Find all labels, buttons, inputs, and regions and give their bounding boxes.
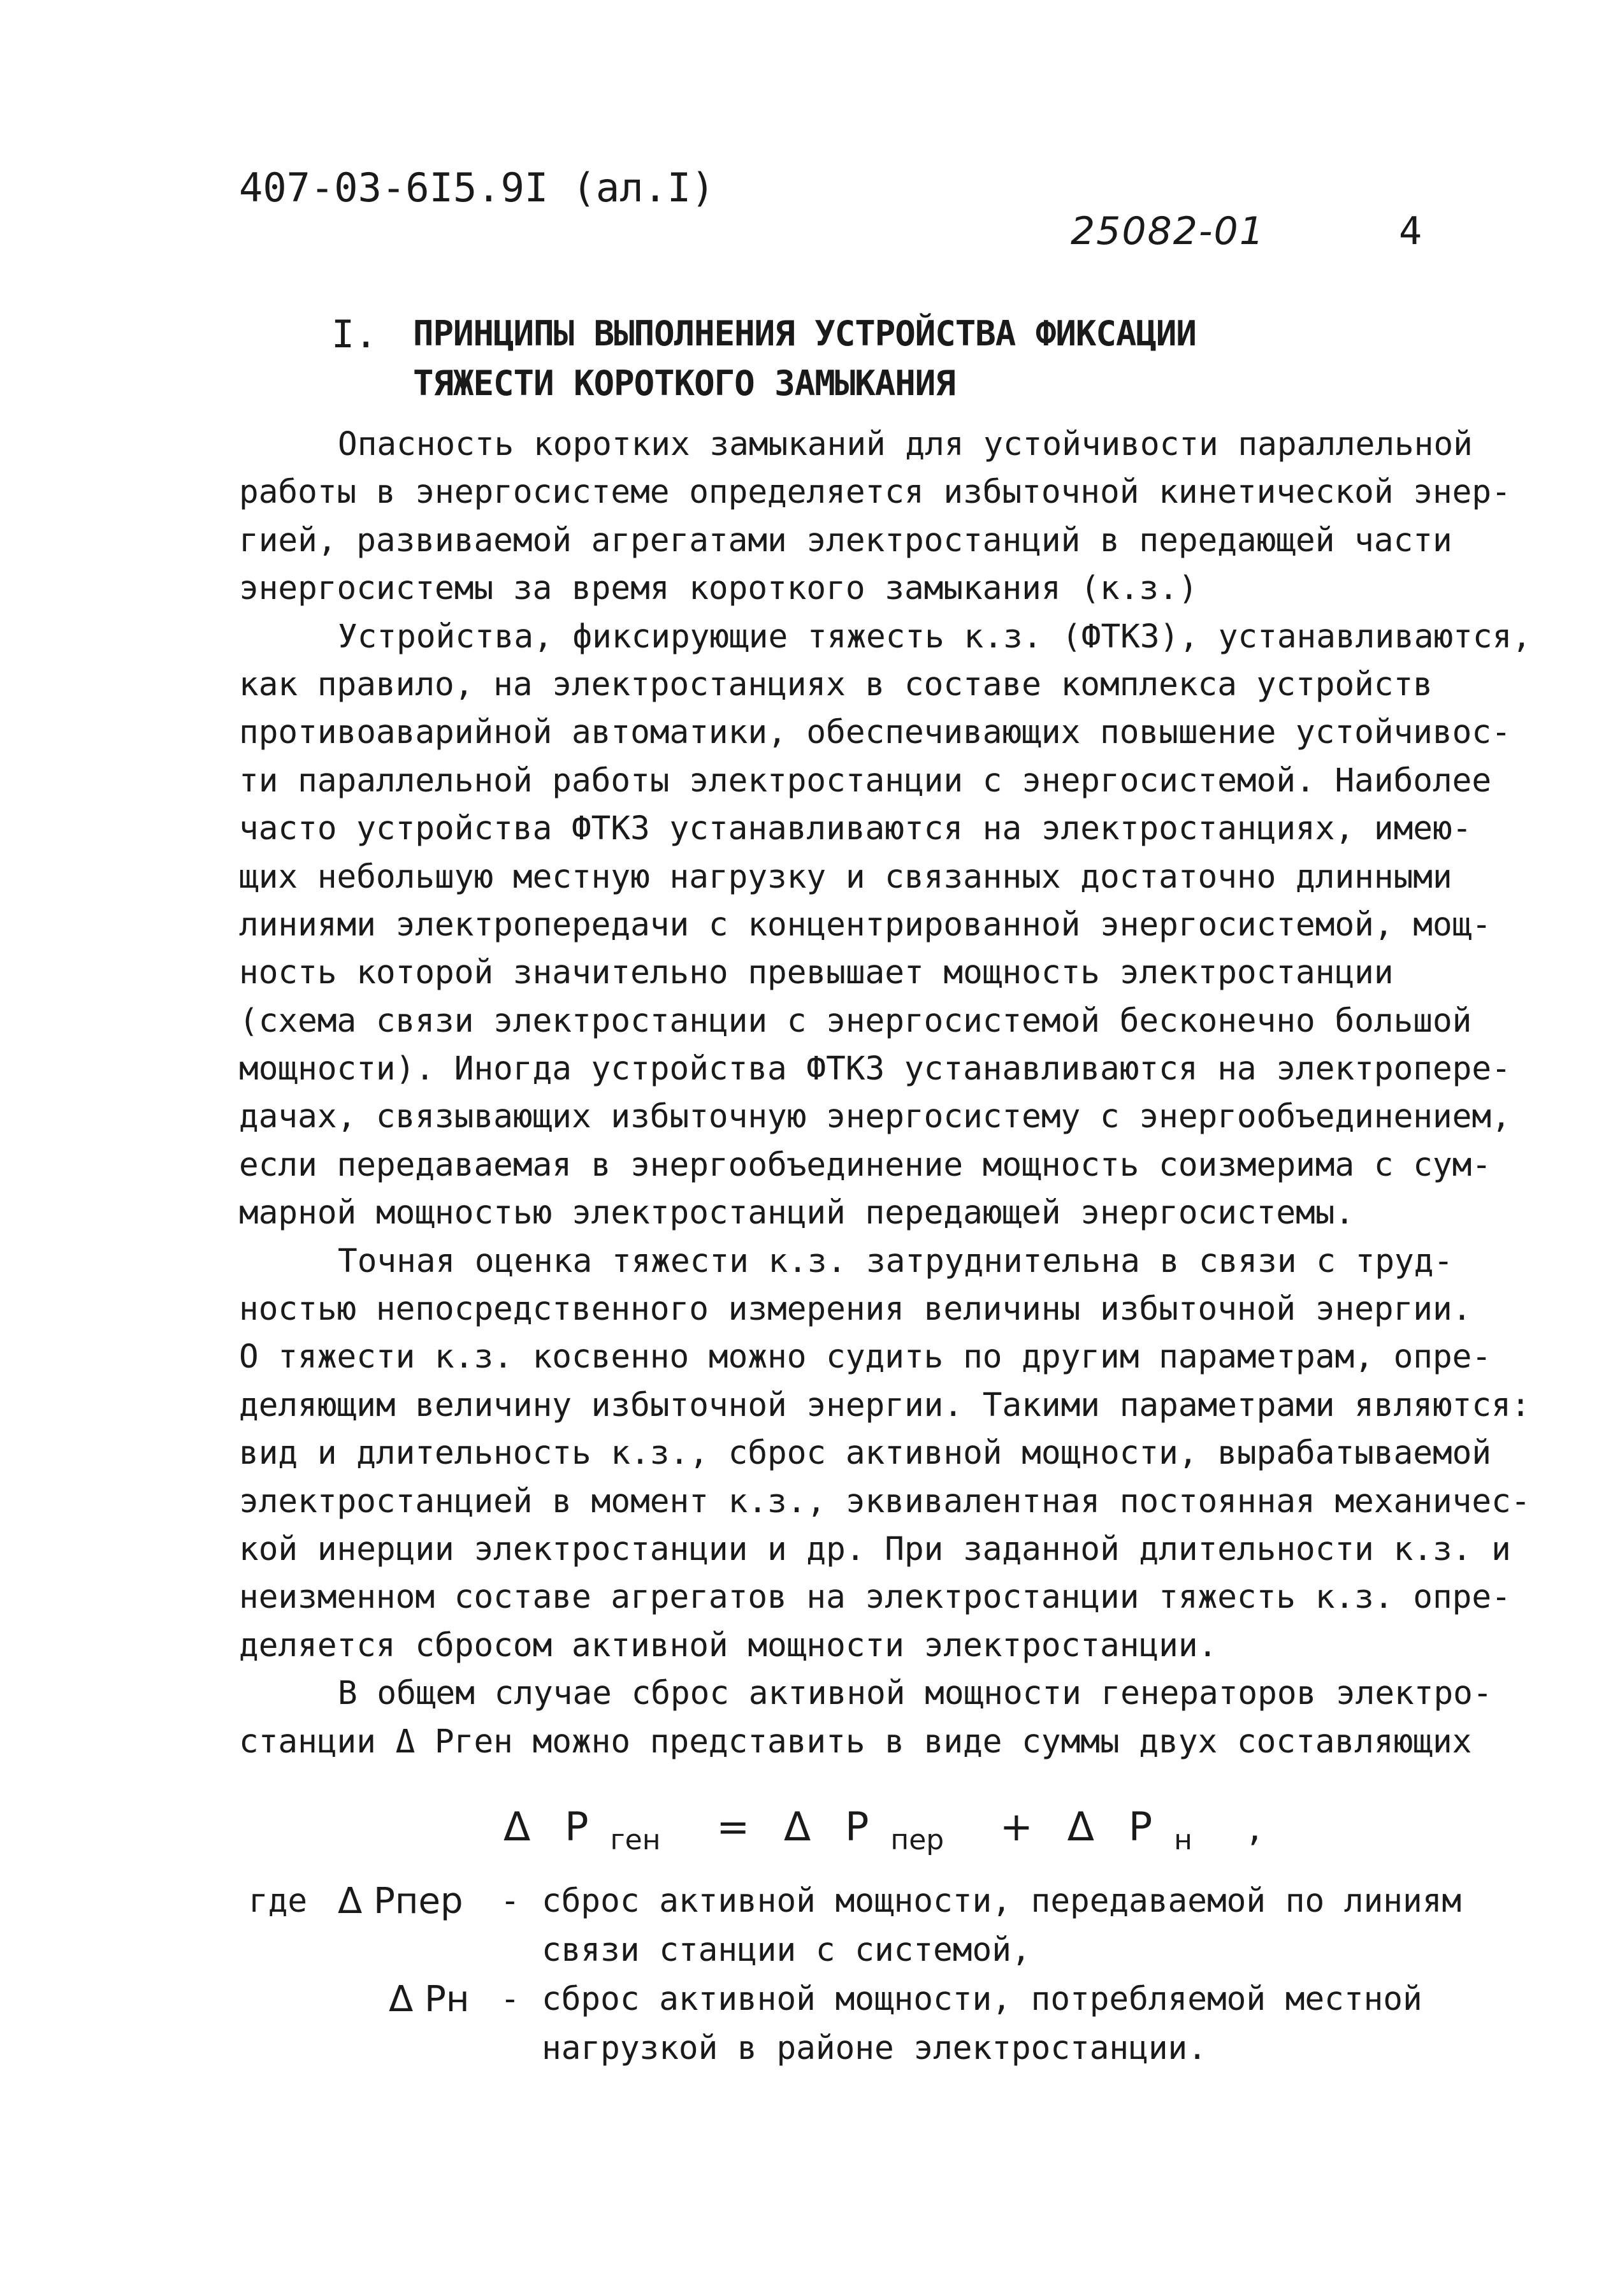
text-line: станции Δ Pген можно представить в виде суммы двух составляющих xyxy=(239,1722,1472,1761)
text-line: Точная оценка тяжести к.з. затруднительна в связи с труд- xyxy=(338,1242,1454,1280)
text-line: часто устройства ФТКЗ устанавливаются на электростанциях, имею- xyxy=(239,810,1472,848)
formula-p: P xyxy=(845,1803,869,1850)
text-line: линиями электропередачи с концентрированной энергосистемой, мощ- xyxy=(239,906,1492,944)
formula xyxy=(503,1803,1282,1856)
handwritten-number: 25082-01 xyxy=(1071,209,1265,254)
text-line: щих небольшую местную нагрузку и связанных достаточно длинными xyxy=(239,858,1452,896)
text-line: электростанцией в момент к.з., эквивалентная постоянная механичес- xyxy=(239,1482,1531,1520)
section-title-line-1: ПРИНЦИПЫ ВЫПОЛНЕНИЯ УСТРОЙСТВА ФИКСАЦИИ xyxy=(413,314,1196,354)
text-line: как правило, на электростанциях в составе комплекса устройств xyxy=(239,665,1433,704)
delta-symbol: Δ xyxy=(783,1803,811,1850)
text-line: неизменном составе агрегатов на электростанции тяжесть к.з. опре- xyxy=(239,1578,1511,1617)
text-line: кой инерции электростанции и др. При заданной длительности к.з. и xyxy=(239,1530,1511,1568)
text-line: дачах, связывающих избыточную энергосистему с энергообъединением, xyxy=(239,1098,1511,1136)
delta-symbol: Δ xyxy=(1067,1803,1095,1850)
text-line: Устройства, фиксирующие тяжесть к.з. (ФТКЗ), устанавливаются, xyxy=(338,617,1531,656)
definition-text: сброс активной мощности, потребляемой местной xyxy=(542,1981,1422,2018)
text-line: энергосистемы за время короткого замыкания (к.з.) xyxy=(239,570,1198,608)
text-line: гией, развиваемой агрегатами электростанций в передающей части xyxy=(239,521,1452,560)
text-line: деляющим величину избыточной энергии. Такими параметрами являются: xyxy=(239,1386,1531,1424)
where-label: где xyxy=(249,1882,308,1920)
definition-text: связи станции с системой, xyxy=(542,1931,1031,1969)
formula-equals: = xyxy=(716,1803,750,1850)
text-line: марной мощностью электростанций передающей энергосистемы. xyxy=(239,1194,1355,1232)
formula-lhs xyxy=(503,1803,683,1856)
formula-p: P xyxy=(1128,1803,1153,1850)
definition-text: нагрузкой в районе электростанции. xyxy=(542,2030,1207,2067)
section-number: I. xyxy=(331,312,378,357)
definition-text: сброс активной мощности, передаваемой по линиям xyxy=(542,1882,1462,1920)
document-code: 407-03-6I5.9I (ал.I) xyxy=(239,164,715,211)
body-text xyxy=(239,421,1545,1766)
formula-term-2 xyxy=(1067,1803,1214,1856)
text-line: вид и длительность к.з., сброс активной мощности, вырабатываемой xyxy=(239,1434,1492,1473)
definition-symbol: Δ Pпер xyxy=(338,1881,463,1922)
formula-subscript: пер xyxy=(890,1824,944,1856)
text-line: О тяжести к.з. косвенно можно судить по другим параметрам, опре- xyxy=(239,1338,1492,1376)
definition-dash: - xyxy=(500,1981,520,2018)
text-line: (схема связи электростанции с энергосистемой бесконечно большой xyxy=(239,1002,1472,1040)
delta-symbol: Δ xyxy=(503,1803,531,1850)
text-line: ти параллельной работы электростанции с энергосистемой. Наиболее xyxy=(239,762,1492,800)
text-line: Опасность коротких замыканий для устойчивости параллельной xyxy=(338,426,1473,463)
formula-subscript: н xyxy=(1174,1824,1192,1856)
definition-symbol: Δ Pн xyxy=(389,1979,470,2020)
formula-term-1 xyxy=(784,1803,965,1856)
text-line: работы в энергосистеме определяется избыточной кинетической энер- xyxy=(239,473,1511,512)
formula-comma: , xyxy=(1248,1803,1261,1850)
text-line: если передаваемая в энергообъединение мощность соизмерима с сум- xyxy=(239,1146,1492,1184)
text-line: деляется сбросом активной мощности электростанции. xyxy=(239,1626,1218,1664)
formula-subscript: ген xyxy=(610,1824,661,1856)
text-line: мощности). Иногда устройства ФТКЗ устанавливаются на электропере- xyxy=(239,1050,1511,1088)
text-line: В общем случае сброс активной мощности генераторов электро- xyxy=(338,1675,1493,1713)
text-line: ностью непосредственного измерения величины избыточной энергии. xyxy=(239,1290,1472,1329)
formula-p: P xyxy=(565,1803,589,1850)
definition-dash: - xyxy=(500,1882,520,1920)
formula-plus: + xyxy=(999,1803,1033,1850)
text-line: ность которой значительно превышает мощность электростанции xyxy=(239,954,1394,992)
section-title-line-2: ТЯЖЕСТИ КОРОТКОГО ЗАМЫКАНИЯ xyxy=(413,363,955,403)
page-number: 4 xyxy=(1399,209,1422,254)
text-line: противоаварийной автоматики, обеспечивающих повышение устойчивос- xyxy=(239,714,1511,752)
